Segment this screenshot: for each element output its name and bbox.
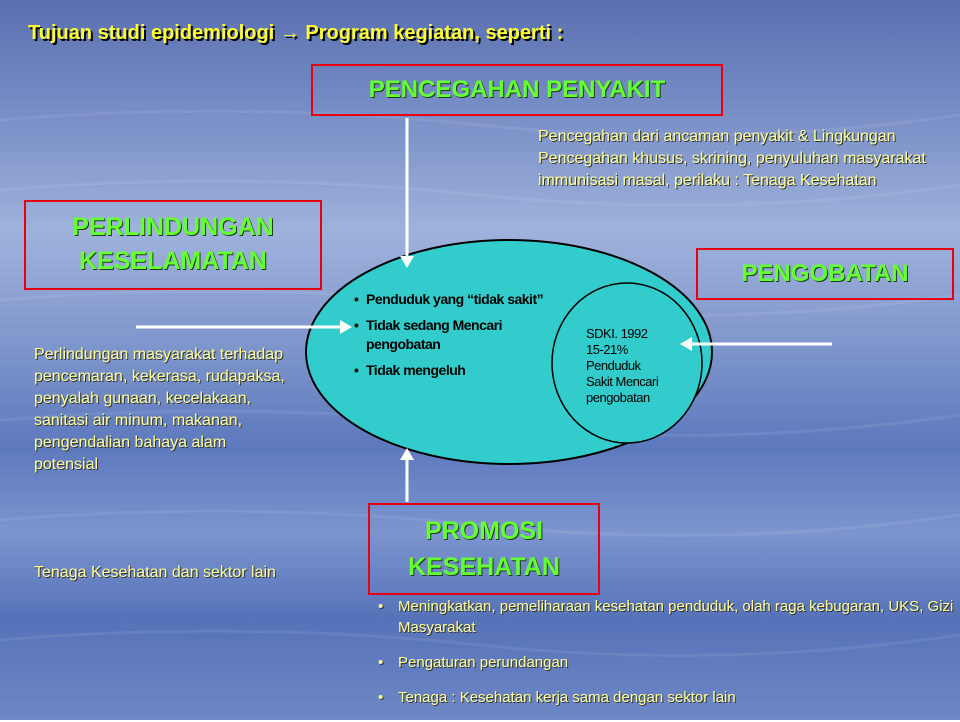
population-criteria-list [354,290,544,387]
pengobatan-box [696,248,954,300]
pencegahan-description: Pencegahan dari ancaman penyakit & Lingkungan Pencegahan khusus, skrining, penyuluhan masyarakat immunisasi masal, perilaku : Tenaga Kesehatan [538,128,926,189]
promosi-item: • Pengaturan perundangan [378,652,956,673]
pencegahan-label: PENCEGAHAN PENYAKIT [368,76,666,103]
perlindungan-tenaga: Tenaga Kesehatan dan sektor lain [34,564,276,581]
criteria-item: • Tidak sedang Mencari pengobatan [354,316,544,354]
sdki-statistic: SDKI. 1992 15-21% Penduduk Sakit Mencari pengobatan [586,326,659,405]
criteria-item: • Penduduk yang “tidak sakit” [354,290,544,309]
pengobatan-label: PENGOBATAN [741,260,909,287]
promosi-kesehatan-box [368,503,600,595]
promosi-label-line1: PROMOSI [424,517,544,545]
promosi-label-line2: KESEHATAN [408,553,560,581]
arrow-from-pencegahan [400,118,414,268]
pencegahan-penyakit-box [311,64,723,116]
slide-title: Tujuan studi epidemiologi → Program kegiatan, seperti : [28,22,564,44]
promosi-activities-list [378,596,956,722]
criteria-item: • Tidak mengeluh [354,361,544,380]
promosi-item: • Tenaga : Kesehatan kerja sama dengan sektor lain [378,687,956,708]
promosi-item: • Meningkatkan, pemeliharaan kesehatan penduduk, olah raga kebugaran, UKS, Gizi Masyarakat [378,596,956,638]
perlindungan-label-line2: KESELAMATAN [79,247,267,275]
perlindungan-label-line1: PERLINDUNGAN [72,213,274,241]
arrow-from-promosi [400,448,414,502]
perlindungan-description: Perlindungan masyarakat terhadap pencemaran, kekerasa, rudapaksa, penyalah gunaan, kecelakaan, sanitasi air minum, makanan, pengendalian bahaya alam potensial [34,346,285,473]
perlindungan-keselamatan-box [24,200,322,290]
